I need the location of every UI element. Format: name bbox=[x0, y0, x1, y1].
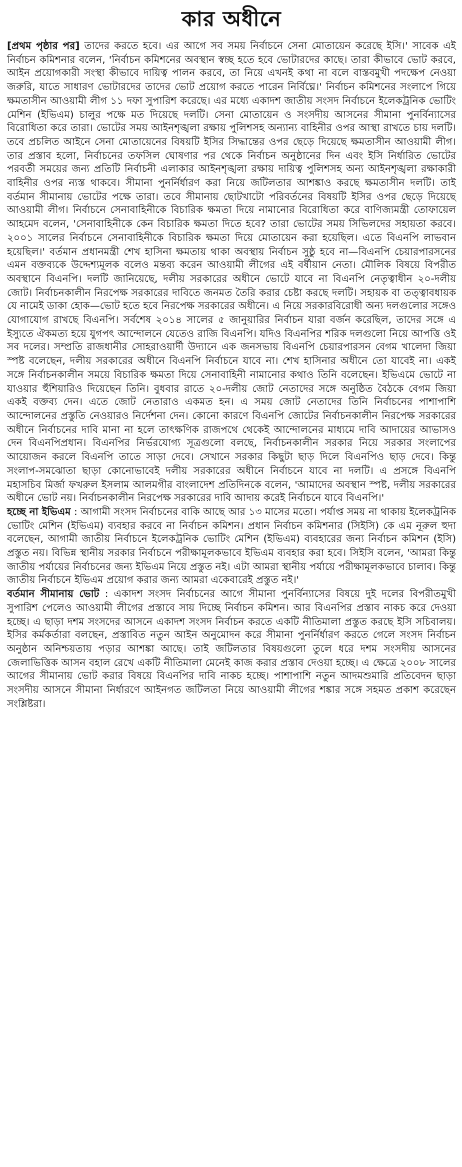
paragraph-text: তাদের করতে হবে। এর আগে সব সময় নির্বাচনে সেনা মোতায়েন করেছে ইসি।' সাবেক এই নির্বাচন কমিশনার বলেন, 'নির্বাচন কমিশনের অবস্থান স্বচ্ছ হতে হবে ভোটারদের কাছে। তারা কীভাবে ভোট করবে, আইন প্রয়োগকারী সংস্থা কীভাবে দায়িত্ব পালন করবে, তা নিয়ে এখনই কথা না বলে বাস্তবমুখী পদক্ষেপ নেওয়া জরুরি, যাতে সাধারণ ভোটারদের তাদের ভোট প্রয়োগ করতে পারেন নির্বিঘ্নে।' নির্বাচন কমিশনের সংলাপে গিয়ে ক্ষমতাসীন আওয়ামী লীগ ১১ দফা সুপারিশ করেছে। এর মধ্যে একাদশ জাতীয় সংসদ নির্বাচনে ইলেকট্রনিক ভোটিং মেশিন (ইভিএম) চালুর পক্ষে মত দিয়েছে দলটি। সেনা মোতায়েন ও সংসদীয় আসনের সীমানা পুনর্বিন্যাসের বিরোধিতা করে তারা। ভোটের সময় আইনশৃঙ্খলা রক্ষায় পুলিশসহ অন্যান্য বাহিনীর ওপর আস্থা রাখতে চায় দলটি। তবে প্রচলিত আইনে সেনা মোতায়েনের বিষয়টি ইসির সিদ্ধান্তের ওপর ছেড়ে দিয়েছে ক্ষমতাসীন আওয়ামী লীগ। তার প্রস্তাব হলো, নির্বাচনের তফসিল ঘোষণার পর থেকে নির্বাচন অনুষ্ঠানের দিন এবং ইসি নির্ধারিত ভোটের পরবর্তী সময়ের জন্য প্রতিটি নির্বাচনী এলাকার আইনশৃঙ্খলা রক্ষায় দায়িত্ব পুলিশসহ অন্য আইনশৃঙ্খলা রক্ষাকারী বাহিনীর ওপর ন্যস্ত থাকবে। সীমানা পুনর্নির্ধারণ করা নিয়ে জটিলতার আশঙ্কাও করছে ক্ষমতাসীন দলটি। তাই বর্তমান সীমানায় ভোটের পক্ষে তারা। তবে সীমানায় ছোটখাটো পরিবর্তনের বিষয়টি ইসির ওপর ছেড়ে দিয়েছে আওয়ামী লীগ। নির্বাচনে সেনাবাহিনীকে বিচারিক ক্ষমতা দিয়ে নামানোর বিরোধিতা করে বাণিজ্যমন্ত্রী তোফায়েল আহমেদ বলেন, 'সেনাবাহিনীকে কেন বিচারিক ক্ষমতা দিতে হবে? তারা ভোটের সময় সিভিলদের সহায়তা করবে। ২০০১ সালের নির্বাচনে সেনাবাহিনীকে বিচারিক ক্ষমতা দিয়ে মোতায়েন করা হয়েছিল। এতে বিএনপি লাভবান হয়েছিল।' বর্তমান প্রধানমন্ত্রী শেখ হাসিনা ক্ষমতায় থাকা অবস্থায় নির্বাচন সুষ্ঠু হবে না—বিএনপি চেয়ারপারসনের এমন বক্তব্যকে উদ্দেশ্যমূলক বলেও মন্তব্য করেন আওয়ামী লীগের এই বর্ষীয়ান নেতা। মৌলিক বিষয়ে বিপরীত অবস্থানে বিএনপি। দলটি জানিয়েছে, দলীয় সরকারের অধীনে ভোটে যাবে না বিএনপি নেতৃত্বাধীন ২০-দলীয় জোট। নির্বাচনকালীন নিরপেক্ষ সরকারের দাবিতে জনমত তৈরি করার চেষ্টা করছে দলটি। সহায়ক বা তত্ত্বাবধায়ক যে নামেই ডাকা হোক—ভোট হতে হবে নিরপেক্ষ সরকারের অধীনে। এ নিয়ে সরকারবিরোধী অন্য দলগুলোর সঙ্গেও যোগাযোগ রাখছে বিএনপি। সর্বশেষ ২০১৪ সালের ৫ জানুয়ারির নির্বাচন যারা বর্জন করেছিল, তাদের সঙ্গে এ ইস্যুতে ঐকমত্য হয়ে যুগপৎ আন্দোলনে যেতেও রাজি বিএনপি। যদিও বিএনপির শরিক দলগুলো নিয়ে আপত্তি ওই সব দলের। সম্প্রতি রাজধানীর সোহরাওয়ার্দী উদ্যানে এক জনসভায় বিএনপি চেয়ারপারসন বেগম খালেদা জিয়া স্পষ্ট বলেছেন, দলীয় সরকারের অধীনে বিএনপি নির্বাচনে যাবে না। শেখ হাসিনার অধীনে তো যাবেই না। একই সঙ্গে নির্বাচনকালীন সময়ে বিচারিক ক্ষমতা দিয়ে সেনাবাহিনী নামানোর কথাও তিনি বলেছেন। ইভিএমে ভোটে না যাওয়ার হুঁশিয়ারিও দিয়েছেন তিনি। বুধবার রাতে ২০-দলীয় জোট নেতাদের সঙ্গে অনুষ্ঠিত বৈঠকে বেগম জিয়া একই বক্তব্য দেন। এতে জোট নেতারাও একমত হন। এ সময় জোট নেতাদের তিনি নির্বাচনের পাশাপাশি আন্দোলনের প্রস্তুতি নেওয়ারও নির্দেশনা দেন। কোনো কারণে বিএনপি জোটের নির্বাচনকালীন নিরপেক্ষ সরকারের অধীনে নির্বাচনের দাবি মানা না হলে তাৎক্ষণিক রাজপথে থেকেই আন্দোলনের মাধ্যমে দাবি আদায়ের আভাসও দেন বিএনপিপ্রধান। বিএনপির নির্ভরযোগ্য সূত্রগুলো বলছে, নির্বাচনকালীন সরকার নিয়ে সরকার সংলাপের আয়োজন করলে বিএনপি তাতে সাড়া দেবে। সেখানে সরকার কিছুটা ছাড় দিলে বিএনপিও ছাড় দেবে। কিন্তু সংলাপ-সমঝোতা ছাড়া কোনোভাবেই দলীয় সরকারের অধীনে নির্বাচনে যাবে না দলটি। এ প্রসঙ্গে বিএনপি মহাসচিব মির্জা ফখরুল ইসলাম আলমগীর বাংলাদেশ প্রতিদিনকে বলেন, 'আমাদের অবস্থান স্পষ্ট, দলীয় সরকারের অধীনে ভোট নয়। নির্বাচনকালীন নিরপেক্ষ সরকারের দাবি আদায় করেই নির্বাচনে যাবে বিএনপি।' bbox=[7, 41, 456, 505]
headline: কার অধীনে bbox=[181, 7, 282, 31]
continuation-marker: [প্রথম পৃষ্ঠার পর] bbox=[7, 41, 80, 52]
subheading-evm: হচ্ছে না ইভিএম bbox=[7, 506, 71, 518]
paragraph-text: : আগামী সংসদ নির্বাচনের বাকি আছে আর ১৩ মাসের মতো। পর্যাপ্ত সময় না থাকায় ইলেকট্রনিক ভোটিং মেশিন (ইভিএম) ব্যবহার করবে না নির্বাচন কমিশন। প্রধান নির্বাচন কমিশনার (সিইসি) কে এম নূরুল হুদা বলেছেন, আগামী জাতীয় নির্বাচনে ইলেকট্রনিক ভোটিং মেশিন (ইভিএম) ব্যবহারের জন্য নির্বাচন কমিশন (ইসি) প্রস্তুত নয়। বিভিন্ন স্থানীয় সরকার নির্বাচনে পরীক্ষামূলকভাবে ইভিএম ব্যবহার করা হবে। সিইসি বলেন, 'আমরা কিন্তু জাতীয় পর্যায়ের নির্বাচনের জন্য ইভিএম নিয়ে প্রস্তুত নই। এটা আমরা স্থানীয় পর্যায়ে পরীক্ষামূলকভাবে চালাব। কিন্তু জাতীয় নির্বাচনে ইভিএম প্রয়োগ করার জন্য আমরা একেবারেই প্রস্তুত নই।' bbox=[7, 506, 456, 587]
article-paragraph-intro bbox=[7, 40, 456, 506]
subheading-boundary: বর্তমান সীমানায় ভোট bbox=[7, 589, 100, 601]
article-body bbox=[7, 40, 456, 711]
article-paragraph-boundary bbox=[7, 588, 456, 711]
article-paragraph-evm bbox=[7, 506, 456, 588]
paragraph-text: : একাদশ সংসদ নির্বাচনের আগে সীমানা পুনর্বিন্যাসের বিষয়ে দুই দলের বিপরীতমুখী সুপারিশ পেলেও আওয়ামী লীগের প্রস্তাবে সায় দিচ্ছে নির্বাচন কমিশন। আর বিএনপির প্রস্তাব নাকচ করে দেওয়া হচ্ছে। এ ছাড়া দশম সংসদের আসনে একাদশ সংসদ নির্বাচন করতে একটি নীতিমালা প্রস্তুত করছে ইসি সচিবালয়। ইসির কর্মকর্তারা বলছেন, প্রস্তাবিত নতুন আইন অনুমোদন করে সীমানা পুনর্নির্ধারণ করতে গেলে সংসদ নির্বাচন অনুষ্ঠান অনিশ্চয়তায় পড়ার আশঙ্কা আছে। তাই জটিলতার বিষয়গুলো তুলে ধরে দশম সংসদীয় আসনের জেলাভিত্তিক আসন বহাল রেখে একটি নীতিমালা মেনেই কাজ করার প্রস্তাব দেওয়া হচ্ছে। এ ক্ষেত্রে ২০০৮ সালের আগের সীমানায় ভোট করার বিষয়ে বিএনপির দাবি নাকচ হচ্ছে। পাশাপাশি নতুন আদমশুমারি প্রতিবেদন ছাড়া সংসদীয় আসনে সীমানা নির্ধারণে আইনগত জটিলতা নিয়ে আওয়ামী লীগের শঙ্কার সঙ্গে সহমত প্রকাশ করেছেন সংশ্লিষ্টরা। bbox=[7, 589, 456, 710]
